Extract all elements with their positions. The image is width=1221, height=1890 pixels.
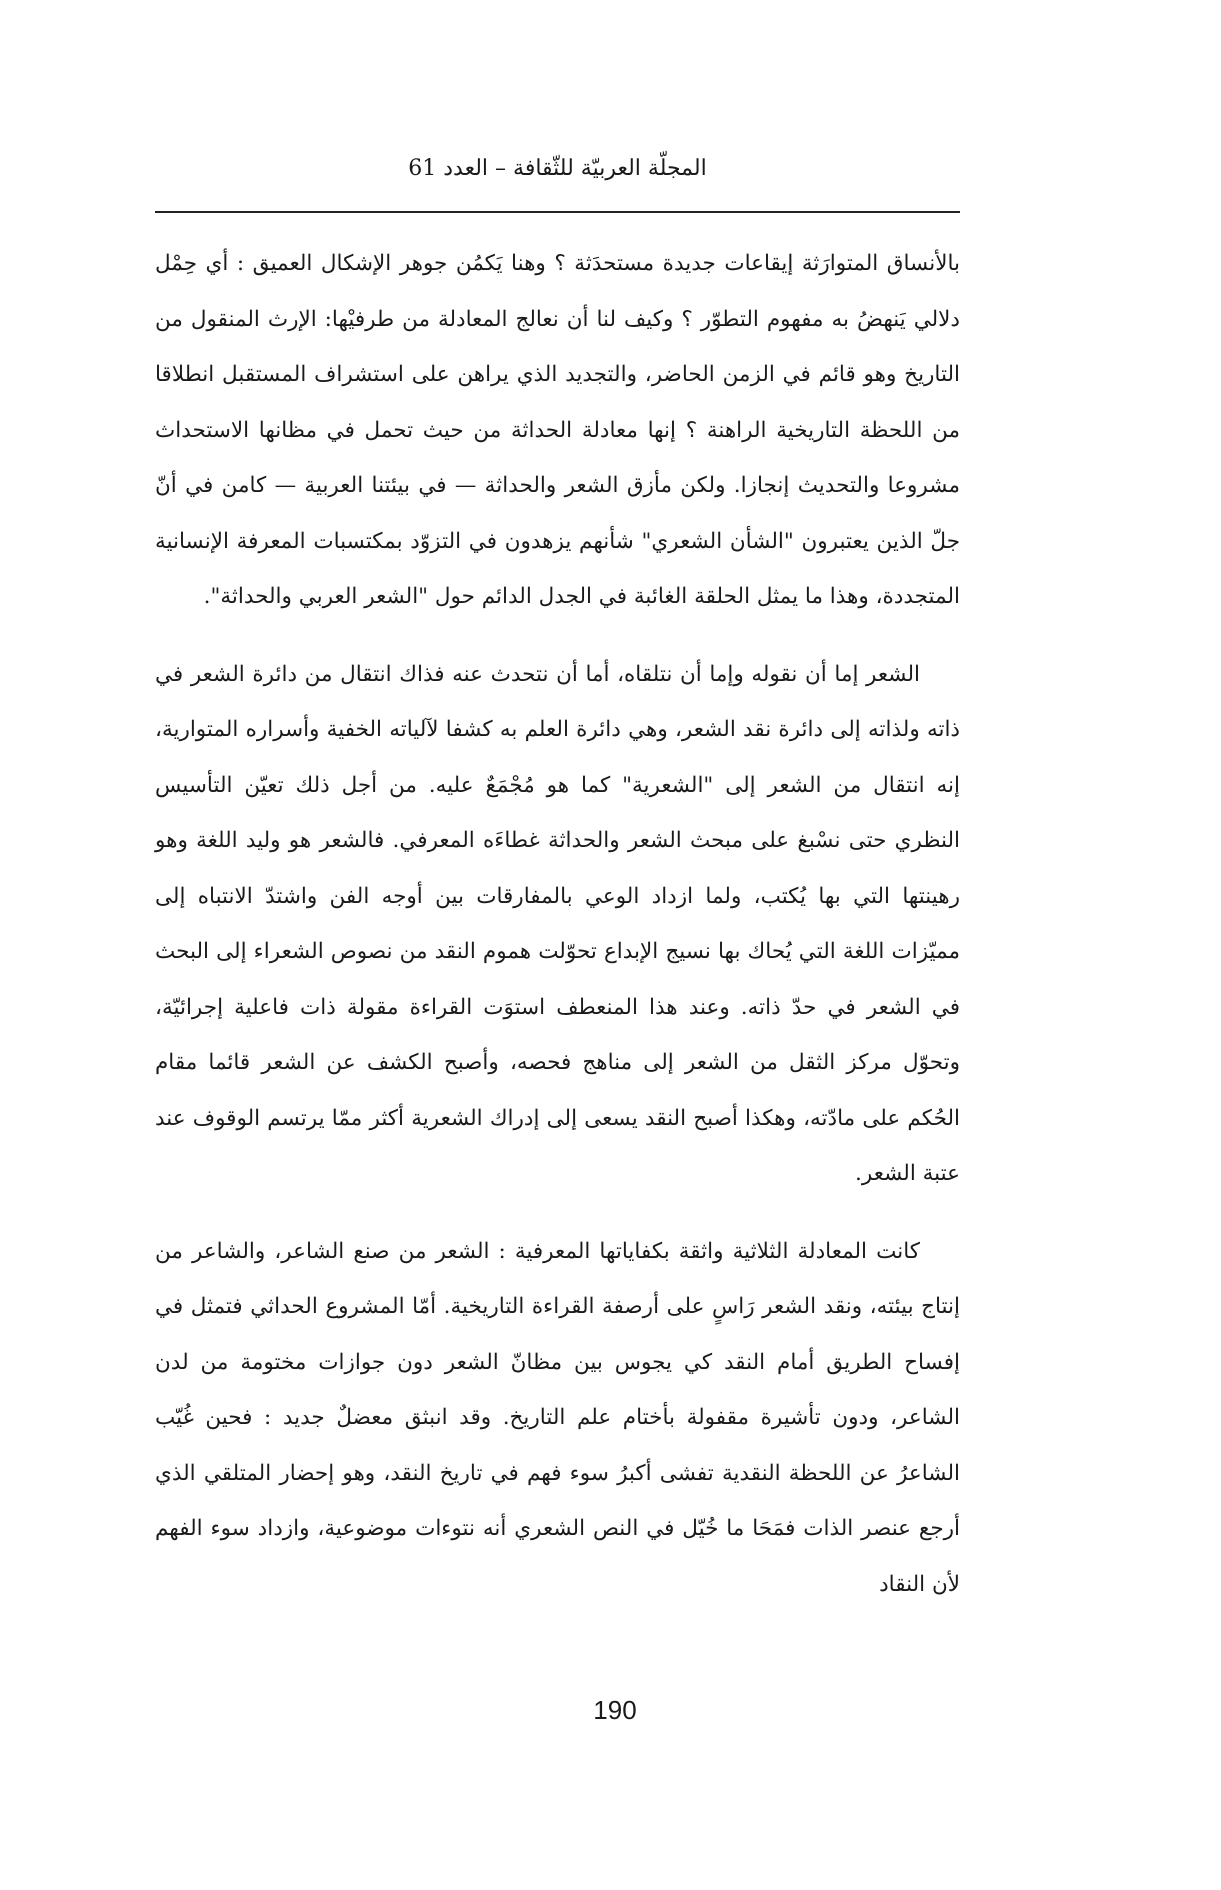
paragraph-1: بالأنساق المتوارَثة إيقاعات جديدة مستحدَثة ؟ وهنا يَكمُن جوهر الإشكال العميق : أي حِمْل دلالي يَنهضُ به مفهوم التطوّر ؟ وكيف لنا أن نعالج المعادلة من طرفيْها: الإرث المنقول من التاريخ وهو قائم في الزمن الحاضر، والتجديد الذي يراهن على استشراف المستقبل انطلاقا من اللحظة التاريخية الراهنة ؟ إنها معادلة الحداثة من حيث تحمل في مظانها الاستحداث مشروعا والتحديث إنجازا. ولكن مأزق الشعر والحداثة — في بيئتنا العربية — كامن في أنّ جلّ الذين يعتبرون "الشأن الشعري" شأنهم يزهدون في التزوّد بمكتسبات المعرفة الإنسانية المتجددة، وهذا ما يمثل الحلقة الغائبة في الجدل الدائم حول "الشعر العربي والحداثة". xyxy=(155,251,960,609)
article-body xyxy=(155,236,960,1612)
header-divider xyxy=(155,211,960,213)
paragraph-3: كانت المعادلة الثلاثية واثقة بكفاياتها المعرفية : الشعر من صنع الشاعر، والشاعر من إنتاج بيئته، ونقد الشعر رَاسٍ على أرصفة القراءة التاريخية. أمّا المشروع الحداثي فتمثل في إفساح الطريق أمام النقد كي يجوس بين مظانّ الشعر دون جوازات مختومة من لدن الشاعر، ودون تأشيرة مقفولة بأختام علم التاريخ. وقد انبثق معضلٌ جديد : فحين غُيّب الشاعرُ عن اللحظة النقدية تفشى أكبرُ سوء فهم في تاريخ النقد، وهو إحضار المتلقي الذي أرجع عنصر الذات فمَحَا ما خُيّل في النص الشعري أنه نتوءات موضوعية، وازداد سوء الفهم لأن النقاد xyxy=(155,1238,961,1597)
running-header-title: المجلّة العربيّة للثّقافة – العدد 61 xyxy=(408,156,707,181)
paragraph-2: الشعر إما أن نقوله وإما أن نتلقاه، أما أن نتحدث عنه فذاك انتقال من دائرة الشعر في ذاته ولذاته إلى دائرة نقد الشعر، وهي دائرة العلم به كشفا لآلياته الخفية وأسراره المتوارية، إنه انتقال من الشعر إلى "الشعرية" كما هو مُجْمَعٌ عليه. من أجل ذلك تعيّن التأسيس النظري حتى نسْبغ على مبحث الشعر والحداثة غطاءَه المعرفي. فالشعر هو وليد اللغة وهو رهينتها التي بها يُكتب، ولما ازداد الوعي بالمفارقات بين أوجه الفن واشتدّ الانتباه إلى مميّزات اللغة التي يُحاك بها نسيج الإبداع تحوّلت هموم النقد من نصوص الشعراء إلى البحث في الشعر في حدّ ذاته. وعند هذا المنعطف استوَت القراءة مقولة ذات فاعلية إجرائيّة، وتحوّل مركز الثقل من الشعر إلى مناهج فحصه، وأصبح الكشف عن الشعر قائما مقام الحُكم على مادّته، وهكذا أصبح النقد يسعى إلى إدراك الشعرية أكثر ممّا يرتسم الوقوف عند عتبة الشعر. xyxy=(155,661,960,1186)
page-number: 190 xyxy=(593,1695,637,1725)
